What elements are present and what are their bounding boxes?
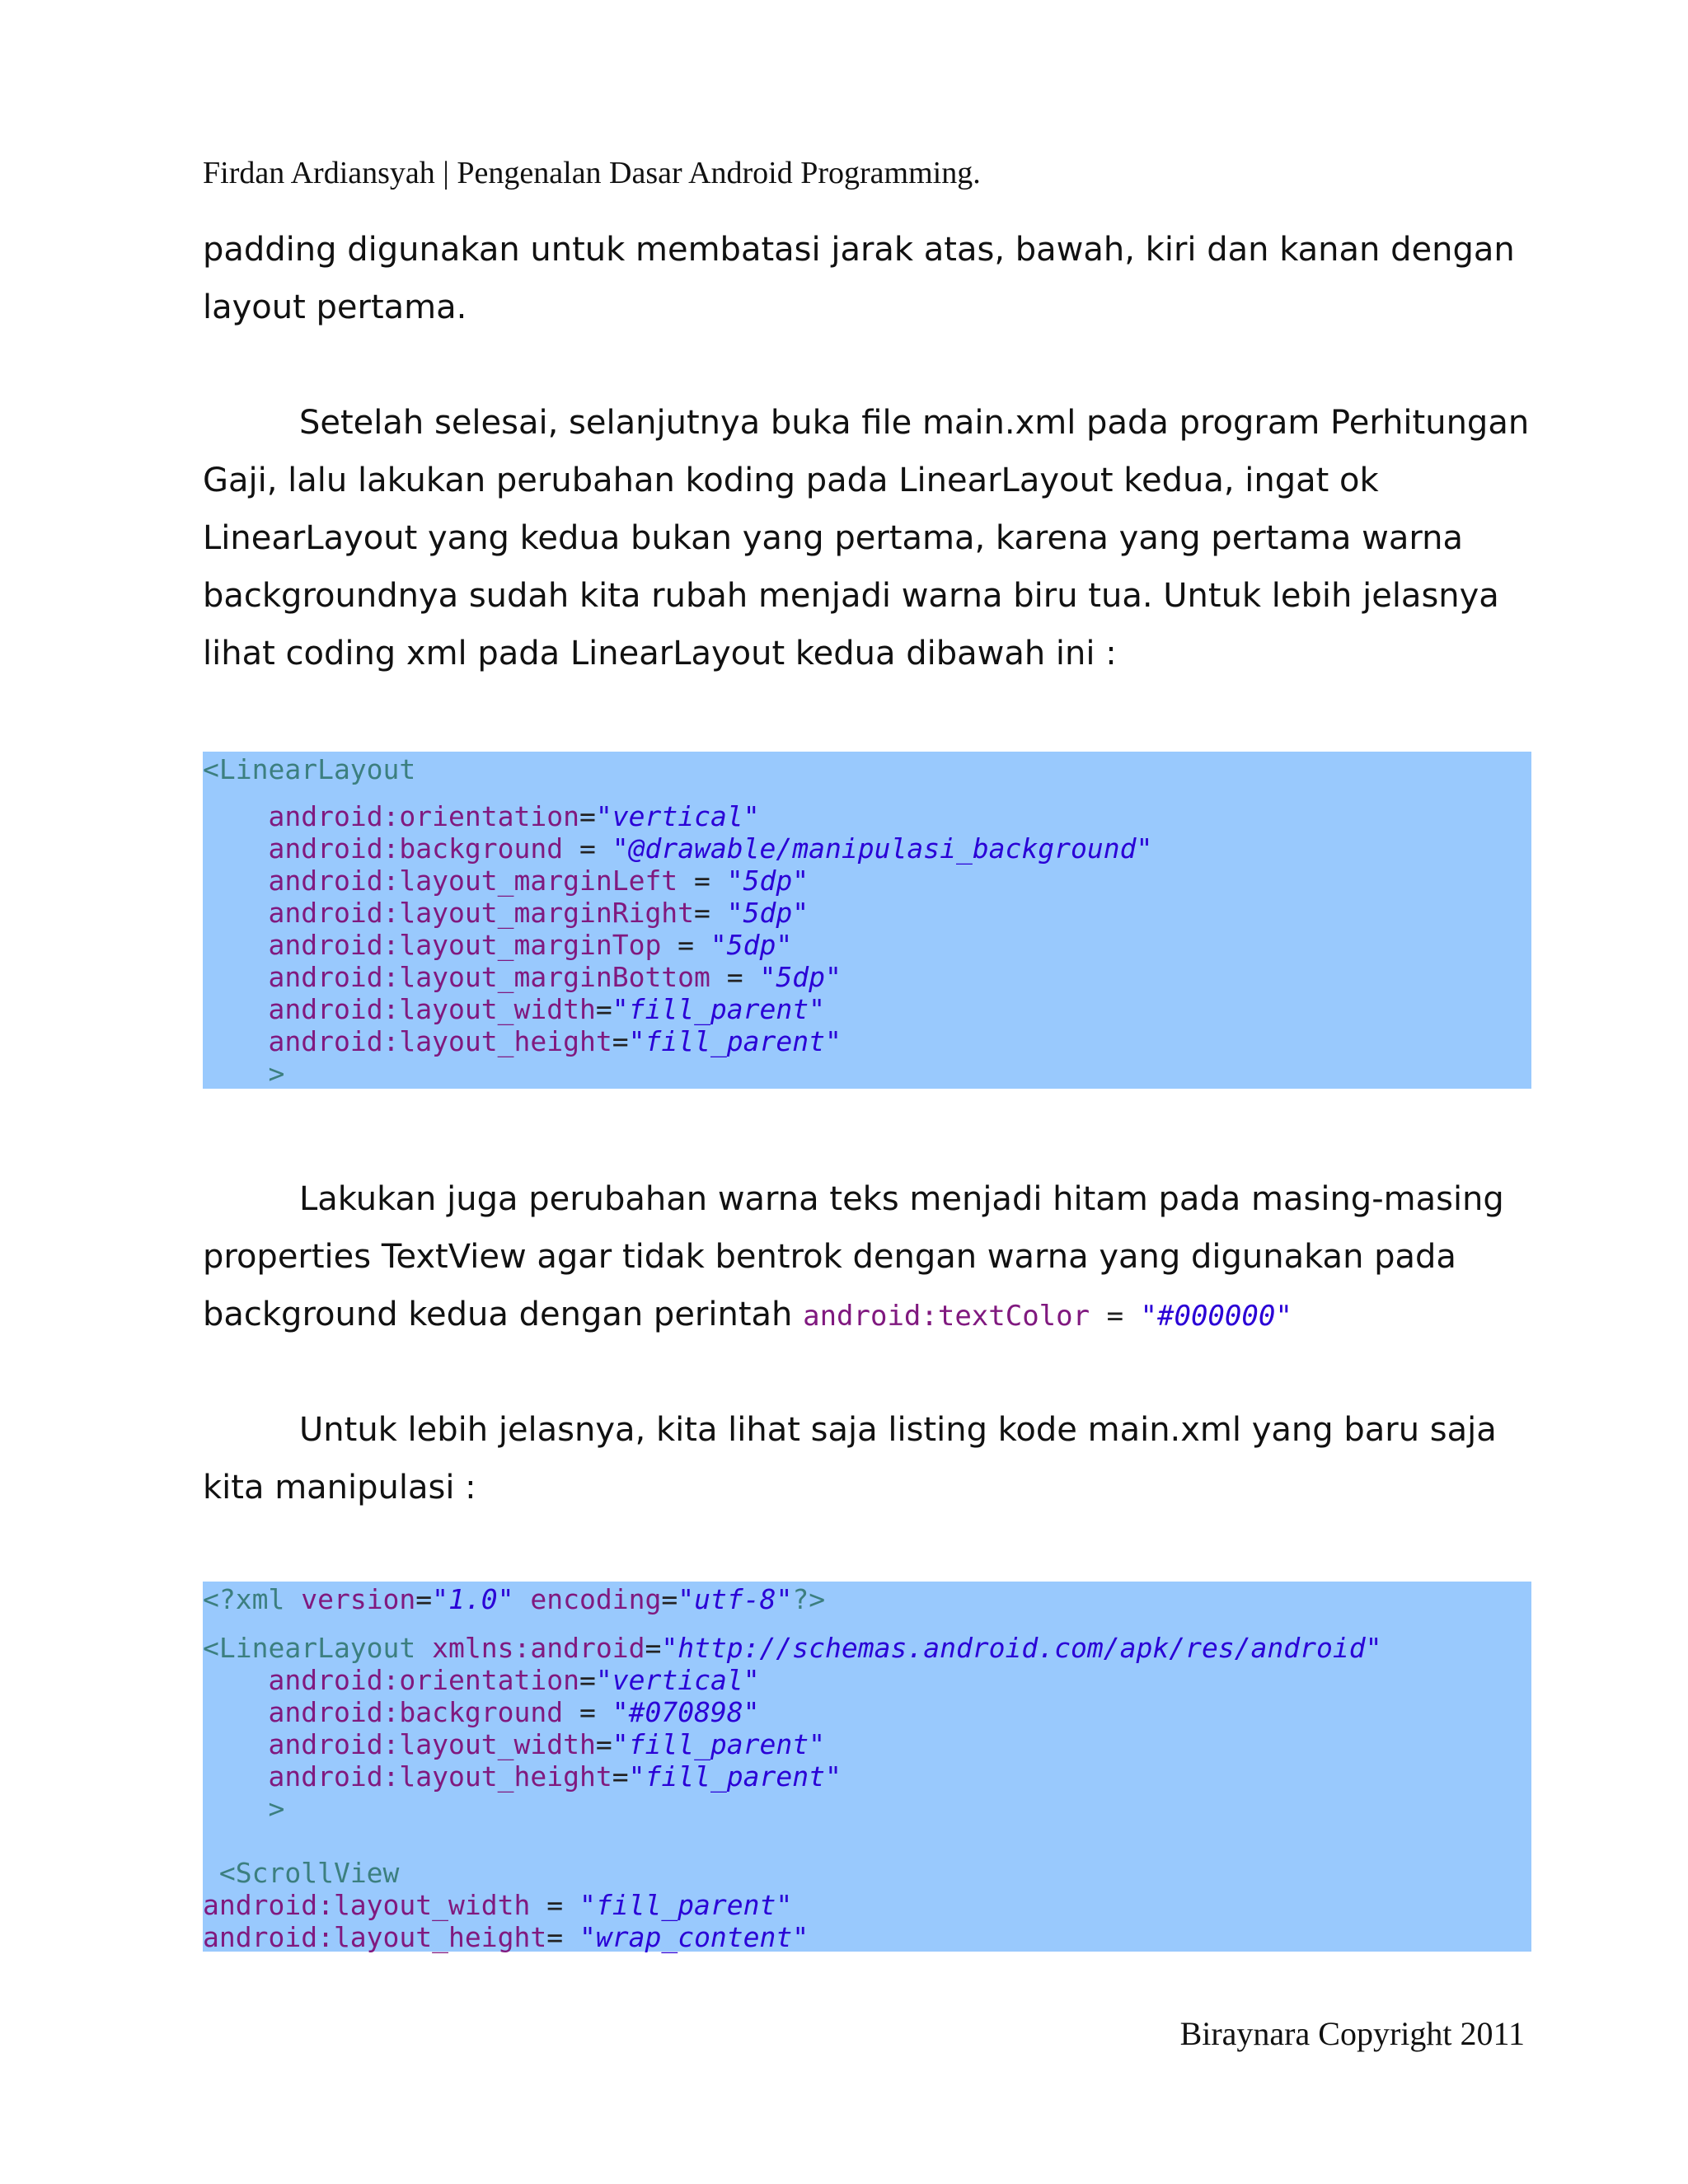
code-line: android:layout_width = "fill_parent" — [203, 1889, 793, 1921]
code-line: android:layout_height="fill_parent" — [268, 1025, 842, 1057]
code-line-blank — [203, 1825, 1531, 1857]
code-line: android:layout_marginBottom = "5dp" — [268, 961, 842, 993]
inline-code: android:textColor = "#000000" — [803, 1300, 1292, 1333]
text-line: Gaji, lalu lakukan perubahan koding pada LinearLayout kedua, ingat ok — [203, 462, 1379, 499]
text-line: padding digunakan untuk membatasi jarak atas, bawah, kiri dan kanan dengan — [203, 231, 1515, 269]
code-block-linearlayout — [203, 752, 1531, 1089]
text-line: layout pertama. — [203, 288, 467, 326]
code-line: android:orientation="vertical" — [268, 800, 760, 832]
code-line — [203, 753, 1531, 785]
code-line: android:layout_height="fill_parent" — [268, 1760, 842, 1793]
page-footer: Biraynara Copyright 2011 — [1179, 2015, 1525, 2052]
text-line: Untuk lebih jelasnya, kita lihat saja listing kode main.xml yang baru saja — [299, 1411, 1497, 1449]
code-line: android:layout_width="fill_parent" — [268, 1728, 826, 1760]
text-line: Setelah selesai, selanjutnya buka file main.xml pada program Perhitungan — [299, 404, 1530, 442]
code-line: android:orientation="vertical" — [268, 1664, 760, 1696]
text-line: Lakukan juga perubahan warna teks menjadi hitam pada masing-masing — [299, 1180, 1504, 1218]
paragraph-listing-intro — [203, 1401, 1538, 1516]
paragraph-instructions — [203, 394, 1538, 682]
paragraph-padding — [203, 221, 1538, 336]
page-header: Firdan Ardiansyah | Pengenalan Dasar Android Programming. — [203, 156, 981, 190]
text-line: backgroundnya sudah kita rubah menjadi warna biru tua. Untuk lebih jelasnya — [203, 577, 1499, 615]
code-line: android:background = "#070898" — [268, 1696, 760, 1728]
code-line: <LinearLayout xmlns:android="http://schemas.android.com/apk/res/android" — [203, 1632, 1382, 1664]
code-line: > — [268, 1793, 285, 1825]
code-line: android:layout_height= "wrap_content" — [203, 1921, 809, 1953]
text-line: properties TextView agar tidak bentrok dengan warna yang digunakan pada — [203, 1238, 1456, 1276]
code-block-main-xml — [203, 1582, 1531, 1952]
text-line: background kedua dengan perintah android:textColor = "#000000" — [203, 1296, 1292, 1333]
code-line: > — [268, 1057, 285, 1090]
code-line: <ScrollView — [218, 1857, 400, 1889]
code-line: android:layout_marginTop = "5dp" — [268, 929, 793, 961]
code-line: android:layout_marginLeft = "5dp" — [268, 865, 809, 897]
xml-tag: <LinearLayout — [203, 753, 416, 785]
code-line: android:layout_width="fill_parent" — [268, 993, 826, 1025]
paragraph-textcolor — [203, 1170, 1538, 1345]
text-line: LinearLayout yang kedua bukan yang pertama, karena yang pertama warna — [203, 519, 1463, 557]
code-line: android:background = "@drawable/manipulasi_background" — [268, 832, 1153, 865]
text-line: lihat coding xml pada LinearLayout kedua dibawah ini : — [203, 635, 1117, 673]
text-line: kita manipulasi : — [203, 1469, 476, 1507]
code-line: android:layout_marginRight= "5dp" — [268, 897, 809, 929]
code-line: <?xml version="1.0" encoding="utf-8"?> — [203, 1583, 826, 1615]
